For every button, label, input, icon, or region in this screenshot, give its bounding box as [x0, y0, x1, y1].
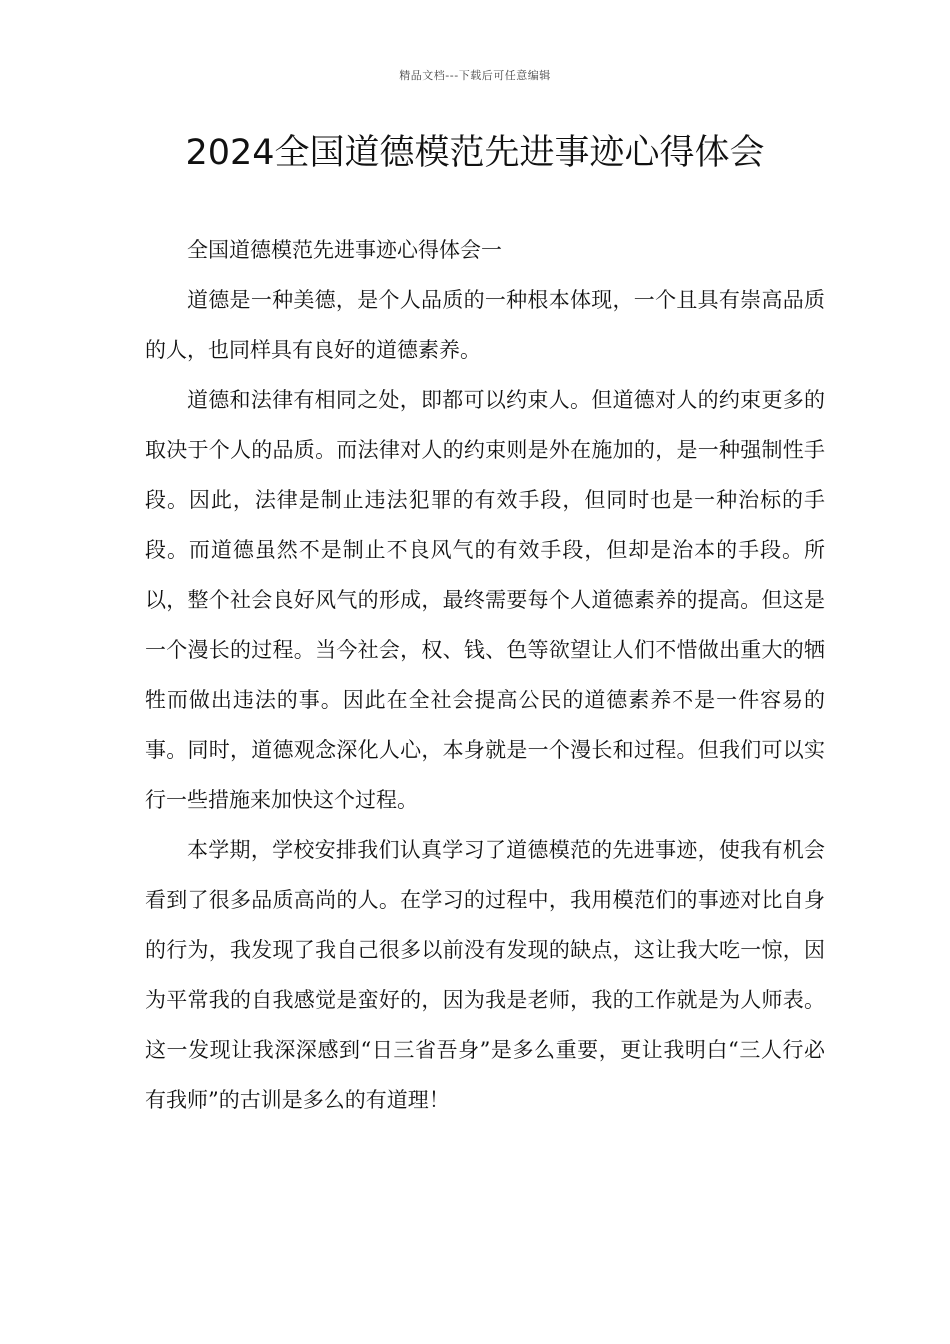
document-title: 2024全国道德模范先进事迹心得体会 — [185, 133, 765, 173]
paragraph-3: 本学期，学校安排我们认真学习了道德模范的先进事迹，使我有机会看到了很多品质高尚的人。在学习的过程中，我用模范们的事迹对比自身的行为，我发现了我自己很多以前没有发现的缺点，这让我大吃一惊，因为平常我的自我感觉是蛮好的，因为我是老师，我的工作就是为人师表。这一发现让我深深感到“日三省吾身”是多么重要，更让我明白“三人行必有我师”的古训是多么的有道理！ — [145, 838, 825, 1112]
paragraph-1: 道德是一种美德，是个人品质的一种根本体现，一个且具有崇高品质的人，也同样具有良好的道德素养。 — [145, 288, 825, 362]
section-heading: 全国道德模范先进事迹心得体会一 — [187, 238, 502, 262]
document-body — [145, 225, 825, 1125]
header-note: 精品文档---下载后可任意编辑 — [399, 69, 551, 82]
paragraph-2: 道德和法律有相同之处，即都可以约束人。但道德对人的约束更多的取决于个人的品质。而法律对人的约束则是外在施加的，是一种强制性手段。因此，法律是制止违法犯罪的有效手段，但同时也是一种治标的手段。而道德虽然不是制止不良风气的有效手段，但却是治本的手段。所以，整个社会良好风气的形成，最终需要每个人道德素养的提高。但这是一个漫长的过程。当今社会，权、钱、色等欲望让人们不惜做出重大的牺牲而做出违法的事。因此在全社会提高公民的道德素养不是一件容易的事。同时，道德观念深化人心，本身就是一个漫长和过程。但我们可以实行一些措施来加快这个过程。 — [145, 388, 825, 812]
